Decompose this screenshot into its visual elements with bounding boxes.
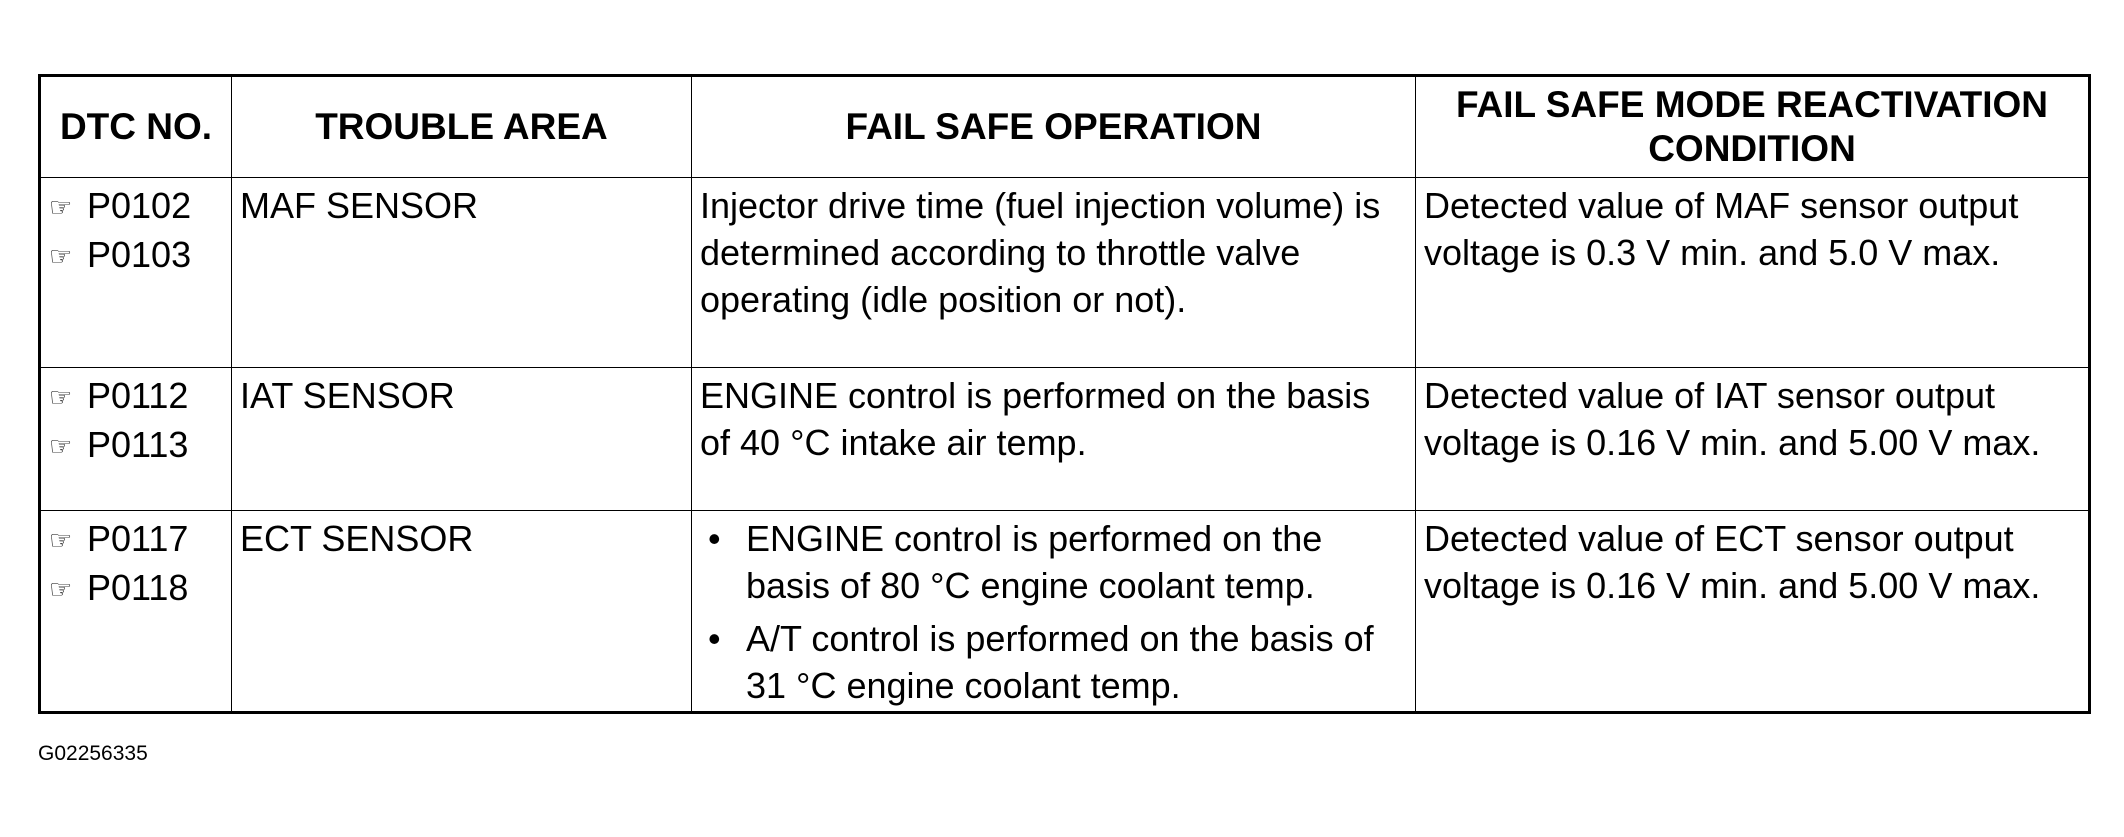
reactivation-condition-cell: Detected value of IAT sensor output voltage is 0.16 V min. and 5.00 V max. [1416,368,2090,511]
dtc-code[interactable]: ☞ P0102 [49,182,223,231]
figure-id: G02256335 [38,742,148,765]
dtc-code[interactable]: ☞ P0112 [49,372,223,421]
pointing-hand-icon: ☞ [49,525,73,555]
table-row [40,178,2090,368]
dtc-code[interactable]: ☞ P0118 [49,564,223,613]
bullet-icon: • [708,618,721,659]
dtc-cell [40,368,232,511]
bullet-icon: • [708,518,721,559]
reactivation-condition-cell: Detected value of MAF sensor output voltage is 0.3 V min. and 5.0 V max. [1416,178,2090,368]
pointing-hand-icon: ☞ [49,431,73,461]
header-dtc-no: DTC NO. [40,76,232,178]
pointing-hand-icon: ☞ [49,241,73,271]
fail-safe-operation-cell: Injector drive time (fuel injection volume) is determined according to throttle valve operating (idle position or not). [692,178,1416,368]
fail-safe-operation-cell [692,511,1416,713]
header-fail-safe-operation: FAIL SAFE OPERATION [692,76,1416,178]
fail-safe-operation-cell: ENGINE control is performed on the basis of 40 °C intake air temp. [692,368,1416,511]
pointing-hand-icon: ☞ [49,382,73,412]
trouble-area-cell: MAF SENSOR [232,178,692,368]
bullet-list [700,515,1407,709]
list-item: • A/T control is performed on the basis of 31 °C engine coolant temp. [700,615,1407,709]
reactivation-condition-cell: Detected value of ECT sensor output voltage is 0.16 V min. and 5.00 V max. [1416,511,2090,713]
header-row [40,76,2090,178]
header-trouble-area: TROUBLE AREA [232,76,692,178]
header-reactivation-condition: FAIL SAFE MODE REACTIVATION CONDITION [1416,76,2090,178]
pointing-hand-icon: ☞ [49,574,73,604]
dtc-cell [40,511,232,713]
trouble-area-cell: IAT SENSOR [232,368,692,511]
dtc-cell [40,178,232,368]
pointing-hand-icon: ☞ [49,192,73,222]
fail-safe-table [38,74,2091,714]
dtc-code[interactable]: ☞ P0103 [49,231,223,280]
list-item: • ENGINE control is performed on the basis of 80 °C engine coolant temp. [700,515,1407,609]
table-row [40,511,2090,713]
dtc-code[interactable]: ☞ P0117 [49,515,223,564]
trouble-area-cell: ECT SENSOR [232,511,692,713]
dtc-code[interactable]: ☞ P0113 [49,421,223,470]
table-row [40,368,2090,511]
